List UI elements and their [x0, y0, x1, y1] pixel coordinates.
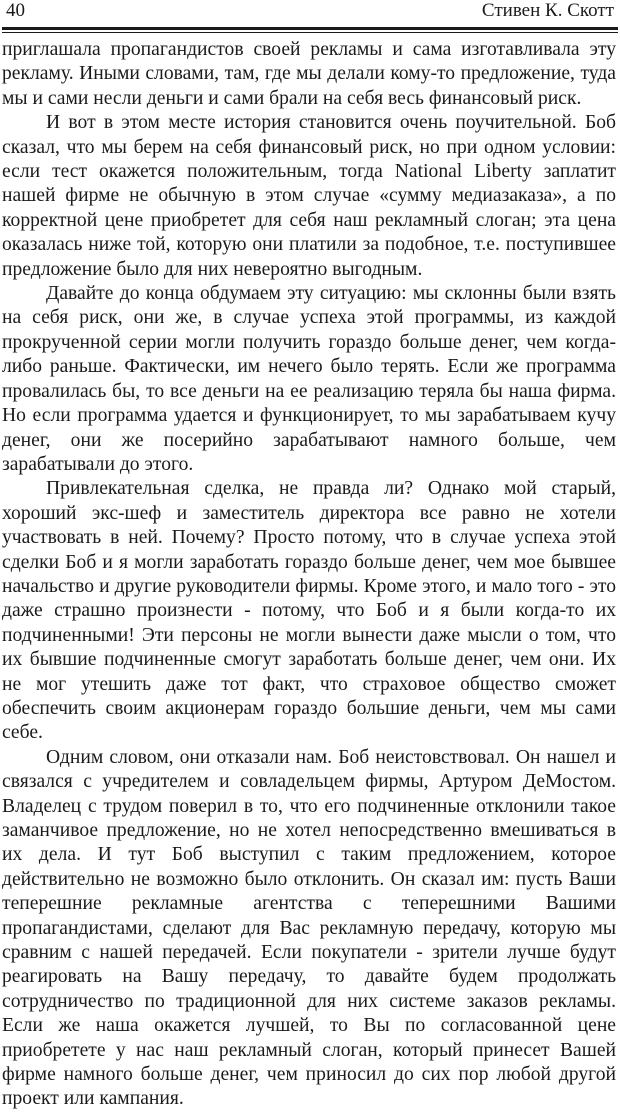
header-rule-thin	[2, 32, 618, 33]
running-header-author: Стивен К. Скотт	[481, 0, 614, 21]
paragraph: И вот в этом месте история становится очень поучительной. Боб сказал, что мы берем на себя финансовый риск, но при одном условии: если тест окажется положительным, тогда National Liberty заплатит нашей фирме не обычную в этом случае «сумму медиазаказа», а по корректной цене приобретет для себя наш рекламный слоган; эта цена оказалась ниже той, которую они платили за подобное, т.е. поступившее предложение было для них невероятно выгодным.	[2, 112, 616, 280]
body-text	[2, 38, 616, 1112]
paragraph-continued: приглашала пропагандистов своей рекламы и сама изготавливала эту рекламу. Иными словами, там, где мы делали кому-то предложение, туда мы и сами несли деньги и сами брали на себя весь финансовый риск.	[2, 39, 616, 109]
paragraph: Привлекательная сделка, не правда ли? Однако мой старый, хороший экс-шеф и заместитель директора все равно не хотели участвовать в ней. Почему? Просто потому, что в случае успеха этой сделки Боб и я могли заработать гораздо больше денег, чем мое бывшее начальство и другие руководители фирмы. Кроме этого, и мало того - это даже страшно произнести - потому, что Боб и я были когда-то их подчиненными! Эти персоны не могли вынести даже мысли о том, что их бывшие подчиненные смогут заработать больше денег, чем они. Их не мог утешить даже тот факт, что страховое общество сможет обеспечить своим акционерам гораздо большие деньги, чем мы сами себе.	[2, 478, 616, 744]
running-header	[4, 0, 614, 26]
paragraph: Одним словом, они отказали нам. Боб неистовствовал. Он нашел и связался с учредителем и совладельцем фирмы, Артуром ДеМостом. Владелец с трудом поверил в то, что его подчиненные отклонили такое заманчивое предложение, но не хотел непосредственно вмешиваться в их дела. И тут Боб выступил с таким предложением, которое действительно не возможно было отклонить. Он сказал им: пусть Ваши теперешние рекламные агентства с теперешними Вашими пропагандистами, сделают для Вас рекламную передачу, которую мы сравним с нашей передачей. Если покупатели - зрители лучше будут реагировать на Вашу передачу, то давайте будем продолжать сотрудничество по традиционной для них системе заказов рекламы. Если же наша окажется лучшей, то Вы по согласованной цене приобретете у нас наш рекламный слоган, который принесет Вашей фирме намного больше денег, чем приносил до сих пор любой другой проект или кампания.	[2, 746, 616, 1110]
header-rule	[2, 27, 618, 30]
page-number: 40	[6, 0, 25, 21]
paragraph: Давайте до конца обдумаем эту ситуацию: мы склонны были взять на себя риск, они же, в случае успеха этой программы, из каждой прокрученной серии могли получить гораздо больше денег, чем когда-либо раньше. Фактически, им нечего было терять. Если же программа провалилась бы, то все деньги на ее реализацию теряла бы наша фирма. Но если программа удается и функционирует, то мы зарабатываем кучу денег, они же посерийно зарабатывают намного больше, чем зарабатывали до этого.	[2, 283, 616, 475]
